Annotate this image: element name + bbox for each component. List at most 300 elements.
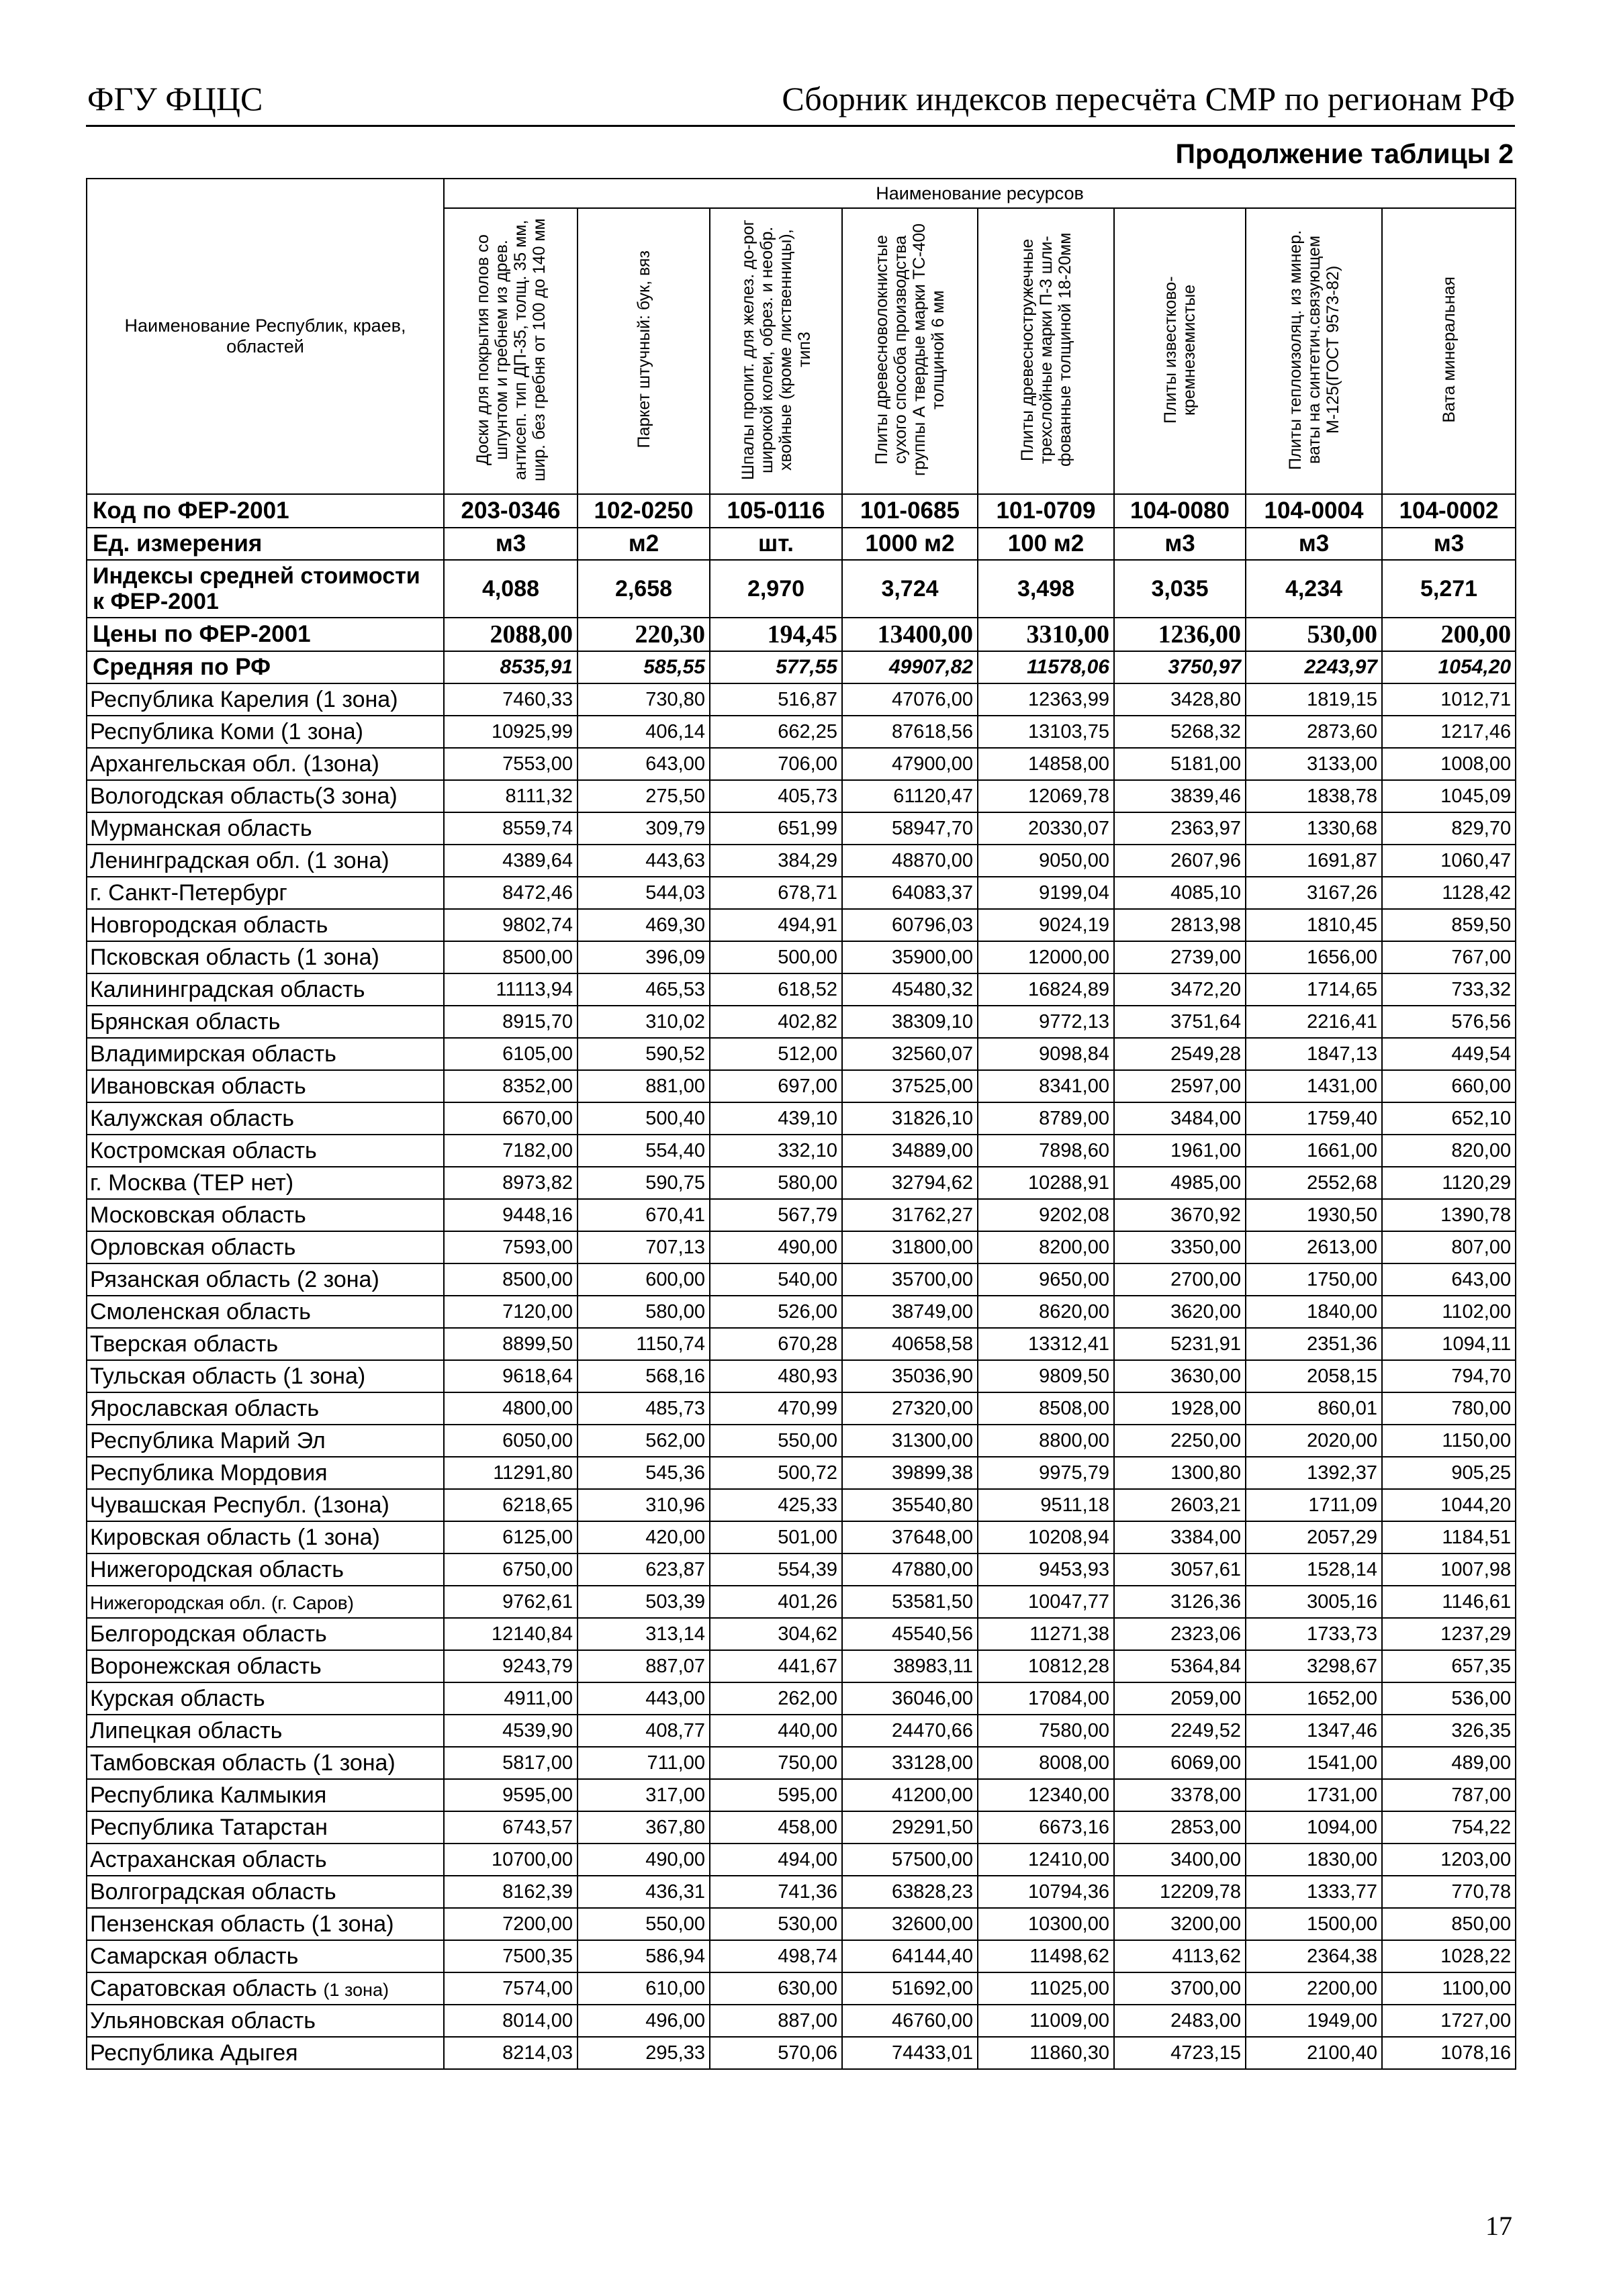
table-row (87, 780, 1516, 812)
table-cell: 1759,40 (1246, 1102, 1382, 1135)
table-row (87, 1199, 1516, 1231)
table-row (87, 1682, 1516, 1715)
table-cell: 53581,50 (842, 1586, 978, 1618)
table-cell: 496,00 (578, 2005, 710, 2037)
table-cell: 2700,00 (1114, 1263, 1246, 1296)
table-cell: 8008,00 (978, 1747, 1114, 1779)
column-header (978, 208, 1114, 494)
table-row (87, 1231, 1516, 1263)
table-cell: 1184,51 (1382, 1521, 1516, 1553)
table-row (87, 1844, 1516, 1876)
table-cell: 63828,23 (842, 1876, 978, 1908)
table-cell: 11291,80 (444, 1457, 578, 1489)
region-name (87, 1715, 444, 1747)
price-row-value: 3310,00 (978, 618, 1114, 651)
table-cell: 7500,35 (444, 1940, 578, 1972)
table-cell: 1731,00 (1246, 1779, 1382, 1811)
table-cell: 1930,50 (1246, 1199, 1382, 1231)
code-row-value: 203-0346 (444, 494, 578, 528)
table-row (87, 1360, 1516, 1392)
table-cell: 13312,41 (978, 1328, 1114, 1360)
column-header (578, 208, 710, 494)
table-cell: 1333,77 (1246, 1876, 1382, 1908)
table-cell: 11860,30 (978, 2037, 1114, 2069)
code-row-value: 101-0685 (842, 494, 978, 528)
table-cell: 51692,00 (842, 1972, 978, 2005)
table-cell: 750,00 (710, 1747, 842, 1779)
table-cell: 498,74 (710, 1940, 842, 1972)
table-cell: 6750,00 (444, 1553, 578, 1586)
column-header-text: Плиты древесноволокнистые сухого способа производства группы А твердые марки ТС-400 толщиной 6 мм (872, 223, 948, 476)
region-name-text: Владимирская область (90, 1041, 336, 1067)
indices-table (86, 178, 1516, 2070)
region-name-text: Пензенская область (1 зона) (90, 1911, 394, 1937)
table-row (87, 1167, 1516, 1199)
table-cell: 741,36 (710, 1876, 842, 1908)
table-cell: 516,87 (710, 683, 842, 716)
region-name-text: Липецкая область (90, 1717, 283, 1743)
table-cell: 9802,74 (444, 909, 578, 941)
table-cell: 37525,00 (842, 1070, 978, 1102)
index-row-value: 2,970 (710, 560, 842, 618)
table-cell: 567,79 (710, 1199, 842, 1231)
table-cell: 905,25 (1382, 1457, 1516, 1489)
table-cell: 1711,09 (1246, 1489, 1382, 1521)
table-cell: 787,00 (1382, 1779, 1516, 1811)
table-cell: 34889,00 (842, 1135, 978, 1167)
table-cell: 2552,68 (1246, 1167, 1382, 1199)
table-cell: 332,10 (710, 1135, 842, 1167)
table-cell: 9050,00 (978, 845, 1114, 877)
table-cell: 1078,16 (1382, 2037, 1516, 2069)
region-name (87, 1908, 444, 1940)
table-cell: 275,50 (578, 780, 710, 812)
code-row-value: 102-0250 (578, 494, 710, 528)
table-cell: 3350,00 (1114, 1231, 1246, 1263)
index-row-label-line2: к ФЕР-2001 (93, 589, 219, 614)
index-row-value: 3,035 (1114, 560, 1246, 618)
region-name (87, 1521, 444, 1553)
table-cell: 11025,00 (978, 1972, 1114, 2005)
table-cell: 1392,37 (1246, 1457, 1382, 1489)
region-name (87, 1328, 444, 1360)
region-name (87, 1489, 444, 1521)
column-header (1382, 208, 1516, 494)
table-row (87, 2037, 1516, 2069)
region-name (87, 1682, 444, 1715)
table-cell: 57500,00 (842, 1844, 978, 1876)
table-cell: 610,00 (578, 1972, 710, 2005)
table-cell: 550,00 (710, 1425, 842, 1457)
table-cell: 5231,91 (1114, 1328, 1246, 1360)
table-cell: 2020,00 (1246, 1425, 1382, 1457)
table-cell: 512,00 (710, 1038, 842, 1070)
table-cell: 326,35 (1382, 1715, 1516, 1747)
table-cell: 887,07 (578, 1650, 710, 1682)
table-cell: 9024,19 (978, 909, 1114, 941)
table-cell: 8789,00 (978, 1102, 1114, 1135)
table-cell: 367,80 (578, 1811, 710, 1844)
table-cell: 87618,56 (842, 716, 978, 748)
region-name (87, 2005, 444, 2037)
table-cell: 1150,00 (1382, 1425, 1516, 1457)
table-row (87, 812, 1516, 845)
table-cell: 1830,00 (1246, 1844, 1382, 1876)
unit-row-value: м2 (578, 528, 710, 560)
table-cell: 618,52 (710, 973, 842, 1006)
table-cell: 595,00 (710, 1779, 842, 1811)
table-cell: 48870,00 (842, 845, 978, 877)
table-row (87, 1811, 1516, 1844)
table-cell: 9595,00 (444, 1779, 578, 1811)
region-name-text: Республика Татарстан (90, 1814, 328, 1840)
table-cell: 39899,38 (842, 1457, 978, 1489)
table-cell: 436,31 (578, 1876, 710, 1908)
table-cell: 7120,00 (444, 1296, 578, 1328)
table-row (87, 1102, 1516, 1135)
table-cell: 881,00 (578, 1070, 710, 1102)
table-cell: 3700,00 (1114, 1972, 1246, 2005)
table-cell: 1390,78 (1382, 1199, 1516, 1231)
table-cell: 9202,08 (978, 1199, 1114, 1231)
index-row-value: 5,271 (1382, 560, 1516, 618)
region-name-text: Нижегородская область (90, 1556, 344, 1582)
table-cell: 7200,00 (444, 1908, 578, 1940)
index-row-value: 3,724 (842, 560, 978, 618)
table-cell: 678,71 (710, 877, 842, 909)
table-row (87, 1263, 1516, 1296)
table-cell: 6069,00 (1114, 1747, 1246, 1779)
region-name-text: Нижегородская обл. (г. Саров) (90, 1592, 354, 1613)
table-row (87, 1038, 1516, 1070)
table-cell: 562,00 (578, 1425, 710, 1457)
table-cell: 3378,00 (1114, 1779, 1246, 1811)
table-cell: 887,00 (710, 2005, 842, 2037)
table-cell: 6670,00 (444, 1102, 578, 1135)
table-cell: 540,00 (710, 1263, 842, 1296)
table-cell: 1819,15 (1246, 683, 1382, 716)
region-name-text: Республика Марий Эл (90, 1427, 326, 1453)
table-cell: 494,91 (710, 909, 842, 941)
table-cell: 850,00 (1382, 1908, 1516, 1940)
region-name (87, 1779, 444, 1811)
table-cell: 2216,41 (1246, 1006, 1382, 1038)
table-cell: 6218,65 (444, 1489, 578, 1521)
table-cell: 2200,00 (1246, 1972, 1382, 2005)
price-row-value: 13400,00 (842, 618, 978, 651)
unit-row-value: м3 (1382, 528, 1516, 560)
region-name-text: Калужская область (90, 1105, 294, 1131)
table-cell: 580,00 (710, 1167, 842, 1199)
table-row (87, 1650, 1516, 1682)
code-row-value: 105-0116 (710, 494, 842, 528)
table-cell: 60796,03 (842, 909, 978, 941)
table-cell: 490,00 (710, 1231, 842, 1263)
region-name (87, 1940, 444, 1972)
table-cell: 590,52 (578, 1038, 710, 1070)
table-cell: 32600,00 (842, 1908, 978, 1940)
region-name-text: Ивановская область (90, 1073, 306, 1099)
index-row-value: 3,498 (978, 560, 1114, 618)
table-cell: 1750,00 (1246, 1263, 1382, 1296)
corner-header: Наименование Республик, краев, областей (87, 179, 444, 494)
table-cell: 503,39 (578, 1586, 710, 1618)
table-cell: 2597,00 (1114, 1070, 1246, 1102)
table-cell: 35540,80 (842, 1489, 978, 1521)
table-cell: 7593,00 (444, 1231, 578, 1263)
region-name (87, 1038, 444, 1070)
table-cell: 1012,71 (1382, 683, 1516, 716)
table-cell: 2853,00 (1114, 1811, 1246, 1844)
table-row (87, 1940, 1516, 1972)
table-cell: 545,36 (578, 1457, 710, 1489)
table-cell: 1928,00 (1114, 1392, 1246, 1425)
table-cell: 17084,00 (978, 1682, 1114, 1715)
table-row (87, 1553, 1516, 1586)
table-row (87, 1908, 1516, 1940)
table-cell: 13103,75 (978, 716, 1114, 748)
table-cell: 38983,11 (842, 1650, 978, 1682)
region-name (87, 1296, 444, 1328)
region-name (87, 1135, 444, 1167)
region-name (87, 845, 444, 877)
table-cell: 670,28 (710, 1328, 842, 1360)
table-cell: 5364,84 (1114, 1650, 1246, 1682)
region-name-text: Воронежская область (90, 1653, 322, 1679)
region-name-text: Республика Мордовия (90, 1460, 328, 1486)
table-cell: 45480,32 (842, 973, 978, 1006)
table-row (87, 1457, 1516, 1489)
table-cell: 9448,16 (444, 1199, 578, 1231)
table-row (87, 909, 1516, 941)
table-row (87, 941, 1516, 973)
table-row (87, 1070, 1516, 1102)
table-cell: 1094,00 (1246, 1811, 1382, 1844)
table-cell: 1691,87 (1246, 845, 1382, 877)
table-cell: 64083,37 (842, 877, 978, 909)
table-cell: 1203,00 (1382, 1844, 1516, 1876)
table-cell: 536,00 (1382, 1682, 1516, 1715)
table-cell: 711,00 (578, 1747, 710, 1779)
table-cell: 262,00 (710, 1682, 842, 1715)
table-cell: 11498,62 (978, 1940, 1114, 1972)
table-cell: 1500,00 (1246, 1908, 1382, 1940)
column-header (1246, 208, 1382, 494)
table-cell: 1146,61 (1382, 1586, 1516, 1618)
table-cell: 2549,28 (1114, 1038, 1246, 1070)
table-cell: 24470,66 (842, 1715, 978, 1747)
price-row-value: 200,00 (1382, 618, 1516, 651)
table-cell: 6743,57 (444, 1811, 578, 1844)
table-cell: 4985,00 (1114, 1167, 1246, 1199)
region-name (87, 1199, 444, 1231)
table-cell: 9772,13 (978, 1006, 1114, 1038)
region-name-text: Республика Коми (1 зона) (90, 718, 363, 745)
table-row (87, 1586, 1516, 1618)
table-cell: 10300,00 (978, 1908, 1114, 1940)
table-row (87, 1779, 1516, 1811)
column-header-text: Плиты теплоизоляц. из минер. ваты на синтетич.связующем М-125(ГОСТ 9573-82) (1285, 229, 1342, 470)
unit-row-label: Ед. измерения (87, 528, 444, 560)
table-cell: 420,00 (578, 1521, 710, 1553)
table-cell: 8800,00 (978, 1425, 1114, 1457)
price-row-value: 194,45 (710, 618, 842, 651)
table-cell: 480,93 (710, 1360, 842, 1392)
region-name (87, 1876, 444, 1908)
region-name-text: Смоленская область (90, 1298, 311, 1325)
table-cell: 4911,00 (444, 1682, 578, 1715)
table-cell: 485,73 (578, 1392, 710, 1425)
table-cell: 401,26 (710, 1586, 842, 1618)
unit-row-value: 1000 м2 (842, 528, 978, 560)
table-cell: 12209,78 (1114, 1876, 1246, 1908)
table-row (87, 1618, 1516, 1650)
table-cell: 3298,67 (1246, 1650, 1382, 1682)
table-cell: 630,00 (710, 1972, 842, 2005)
region-name-text: Вологодская область(3 зона) (90, 783, 398, 809)
table-cell: 1008,00 (1382, 748, 1516, 780)
code-row-value: 104-0004 (1246, 494, 1382, 528)
region-name-text: Псковская область (1 зона) (90, 944, 379, 970)
table-cell: 33128,00 (842, 1747, 978, 1779)
table-cell: 10700,00 (444, 1844, 578, 1876)
average-row-value: 3750,97 (1114, 651, 1246, 683)
table-cell: 3384,00 (1114, 1521, 1246, 1553)
table-cell: 58947,70 (842, 812, 978, 845)
table-cell: 6673,16 (978, 1811, 1114, 1844)
table-cell: 465,53 (578, 973, 710, 1006)
region-name (87, 1070, 444, 1102)
region-name-text: Орловская область (90, 1234, 296, 1260)
table-cell: 1733,73 (1246, 1618, 1382, 1650)
code-row-label: Код по ФЕР-2001 (87, 494, 444, 528)
region-name (87, 748, 444, 780)
region-name-text: г. Москва (ТЕР нет) (90, 1169, 294, 1196)
table-cell: 1102,00 (1382, 1296, 1516, 1328)
table-cell: 2249,52 (1114, 1715, 1246, 1747)
region-name-text: Тульская область (1 зона) (90, 1363, 366, 1389)
table-cell: 6050,00 (444, 1425, 578, 1457)
table-cell: 754,22 (1382, 1811, 1516, 1844)
table-cell: 8899,50 (444, 1328, 578, 1360)
region-name (87, 1553, 444, 1586)
table-cell: 40658,58 (842, 1328, 978, 1360)
table-cell: 568,16 (578, 1360, 710, 1392)
index-row-label-line1: Индексы средней стоимости (93, 563, 420, 589)
table-cell: 2873,60 (1246, 716, 1382, 748)
region-name-text: Ульяновская область (90, 2007, 316, 2034)
table-row (87, 1715, 1516, 1747)
table-cell: 3126,36 (1114, 1586, 1246, 1618)
price-row-value: 530,00 (1246, 618, 1382, 651)
table-cell: 643,00 (1382, 1263, 1516, 1296)
region-name (87, 780, 444, 812)
table-row (87, 1392, 1516, 1425)
table-cell: 3400,00 (1114, 1844, 1246, 1876)
table-cell: 4085,10 (1114, 877, 1246, 909)
table-cell: 5181,00 (1114, 748, 1246, 780)
region-name (87, 1006, 444, 1038)
average-row-value: 585,55 (578, 651, 710, 683)
table-cell: 310,02 (578, 1006, 710, 1038)
region-name (87, 1425, 444, 1457)
table-cell: 780,00 (1382, 1392, 1516, 1425)
table-cell: 829,70 (1382, 812, 1516, 845)
continuation-title: Продолжение таблицы 2 (1175, 138, 1514, 169)
region-name (87, 1650, 444, 1682)
region-name (87, 941, 444, 973)
region-name (87, 1392, 444, 1425)
table-row (87, 1489, 1516, 1521)
table-cell: 1300,80 (1114, 1457, 1246, 1489)
table-cell: 2607,96 (1114, 845, 1246, 877)
table-cell: 1961,00 (1114, 1135, 1246, 1167)
index-row-value: 4,234 (1246, 560, 1382, 618)
average-row-value: 8535,91 (444, 651, 578, 683)
average-row-value: 577,55 (710, 651, 842, 683)
table-cell: 20330,07 (978, 812, 1114, 845)
table-cell: 2351,36 (1246, 1328, 1382, 1360)
region-name (87, 909, 444, 941)
table-cell: 1044,20 (1382, 1489, 1516, 1521)
table-row (87, 748, 1516, 780)
column-header (1114, 208, 1246, 494)
table-cell: 1007,98 (1382, 1553, 1516, 1586)
table-cell: 501,00 (710, 1521, 842, 1553)
table-cell: 8111,32 (444, 780, 578, 812)
table-cell: 600,00 (578, 1263, 710, 1296)
table-cell: 10047,77 (978, 1586, 1114, 1618)
table-cell: 8915,70 (444, 1006, 578, 1038)
table-cell: 2363,97 (1114, 812, 1246, 845)
region-name (87, 1811, 444, 1844)
price-row-label: Цены по ФЕР-2001 (87, 618, 444, 651)
table-cell: 859,50 (1382, 909, 1516, 941)
table-cell: 1431,00 (1246, 1070, 1382, 1102)
table-cell: 61120,47 (842, 780, 978, 812)
region-name (87, 877, 444, 909)
code-row-value: 104-0002 (1382, 494, 1516, 528)
table-cell: 1028,22 (1382, 1940, 1516, 1972)
table-cell: 554,40 (578, 1135, 710, 1167)
table-cell: 10288,91 (978, 1167, 1114, 1199)
code-row-value: 101-0709 (978, 494, 1114, 528)
table-cell: 3630,00 (1114, 1360, 1246, 1392)
table-cell: 35900,00 (842, 941, 978, 973)
region-name-text: Республика Адыгея (90, 2040, 298, 2066)
table-cell: 9098,84 (978, 1038, 1114, 1070)
table-cell: 10794,36 (978, 1876, 1114, 1908)
table-cell: 3484,00 (1114, 1102, 1246, 1135)
table-cell: 31826,10 (842, 1102, 978, 1135)
table-cell: 3751,64 (1114, 1006, 1246, 1038)
table-cell: 9809,50 (978, 1360, 1114, 1392)
table-cell: 7553,00 (444, 748, 578, 780)
region-name-text: Брянская область (90, 1008, 281, 1035)
region-name (87, 1586, 444, 1618)
table-cell: 623,87 (578, 1553, 710, 1586)
table-cell: 45540,56 (842, 1618, 978, 1650)
table-cell: 27320,00 (842, 1392, 978, 1425)
region-name-text: Ленинградская обл. (1 зона) (90, 847, 389, 873)
column-header (444, 208, 578, 494)
table-cell: 10812,28 (978, 1650, 1114, 1682)
table-cell: 9453,93 (978, 1553, 1114, 1586)
table-cell: 576,56 (1382, 1006, 1516, 1038)
table-cell: 37648,00 (842, 1521, 978, 1553)
table-cell: 2323,06 (1114, 1618, 1246, 1650)
table-cell: 313,14 (578, 1618, 710, 1650)
